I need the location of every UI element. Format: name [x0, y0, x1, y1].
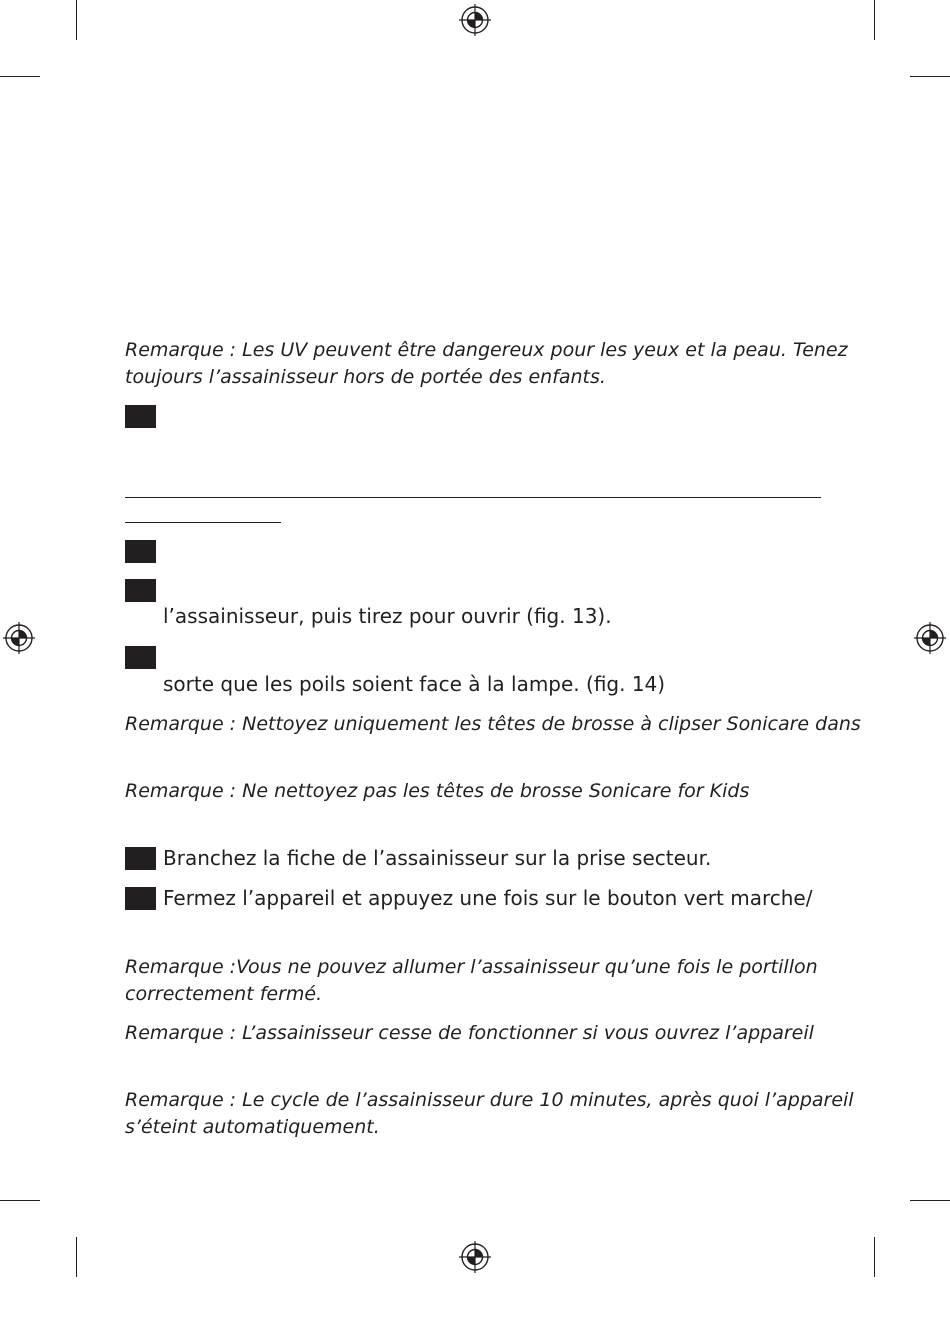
note-kids-brushheads: Remarque : Ne nettoyez pas les têtes de brosse Sonicare for Kids [125, 780, 750, 802]
step-marker [125, 405, 156, 428]
step-marker [125, 847, 156, 870]
note-uv-warning [125, 337, 848, 391]
heading-underline [125, 522, 281, 523]
note-door-closed [125, 954, 825, 1008]
note-cycle-duration [125, 1087, 854, 1141]
note-cycle-duration-line1: Remarque : Le cycle de l’assainisseur dure 10 minutes, après quoi l’appareil [125, 1089, 854, 1111]
note-cycle-duration-line2: s’éteint automatiquement. [125, 1116, 380, 1138]
step-open-text: l’assainisseur, puis tirez pour ouvrir (fig. 13). [163, 604, 612, 628]
section-divider [125, 497, 821, 498]
crop-mark-bottom-left-h [0, 1200, 40, 1201]
registration-mark-bottom-icon [459, 1241, 491, 1273]
note-door-closed-line1: Remarque :Vous ne pouvez allumer l’assainisseur qu’une fois le portillon [125, 956, 818, 978]
note-clip-brushheads: Remarque : Nettoyez uniquement les têtes de brosse à clipser Sonicare dans [125, 713, 861, 735]
crop-mark-bottom-right [874, 1237, 875, 1277]
step-close-press-text: Fermez l’appareil et appuyez une fois sur le bouton vert marche/ [163, 886, 813, 910]
note-uv-warning-line2: toujours l’assainisseur hors de portée des enfants. [125, 366, 606, 388]
step-marker [125, 646, 156, 669]
step-marker [125, 887, 156, 910]
registration-mark-top-icon [459, 4, 491, 36]
step-plug-in-text: Branchez la fiche de l’assainisseur sur la prise secteur. [163, 846, 712, 870]
note-uv-warning-line1: Remarque : Les UV peuvent être dangereux pour les yeux et la peau. Tenez [125, 339, 848, 361]
crop-mark-top-left-h [0, 76, 40, 77]
crop-mark-bottom-left [76, 1237, 77, 1277]
registration-mark-left-icon [3, 622, 35, 654]
crop-mark-bottom-right-h [910, 1200, 950, 1201]
crop-mark-top-right [874, 0, 875, 40]
crop-mark-top-right-h [910, 76, 950, 77]
step-marker [125, 540, 156, 563]
step-marker [125, 579, 156, 602]
crop-mark-top-left [76, 0, 77, 40]
step-place-text: sorte que les poils soient face à la lampe. (fig. 14) [163, 672, 666, 696]
note-stops-when-open: Remarque : L’assainisseur cesse de fonctionner si vous ouvrez l’appareil [125, 1022, 814, 1044]
note-door-closed-line2: correctement fermé. [125, 983, 323, 1005]
registration-mark-right-icon [914, 622, 946, 654]
